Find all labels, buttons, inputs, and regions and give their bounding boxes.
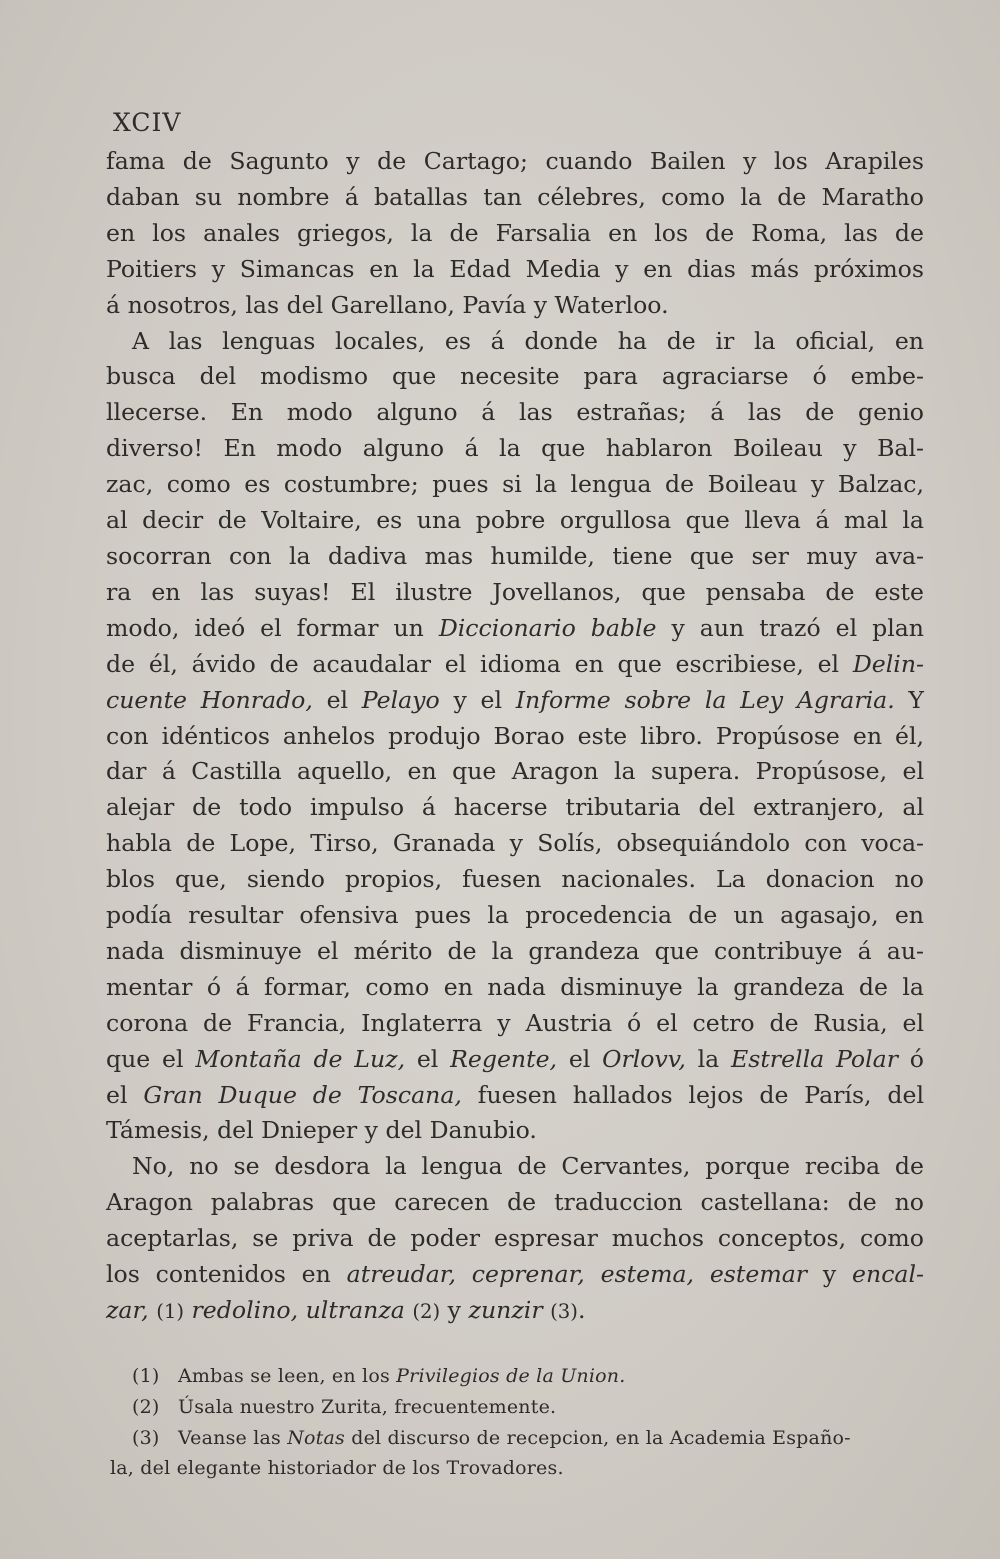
text-line: No, no se desdora la lengua de Cervantes, porque reciba de xyxy=(132,1152,924,1181)
text-line: nada disminuye el mérito de la grandeza que contribuye á au- xyxy=(106,936,924,965)
footnote xyxy=(110,1453,928,1484)
footnote xyxy=(110,1392,928,1423)
text-line: dar á Castilla aquello, en que Aragon la supera. Propúsose, el xyxy=(106,757,924,786)
text-line: con idénticos anhelos produjo Borao este libro. Propúsose en él, xyxy=(106,721,924,750)
text-line: modo, ideó el formar un Diccionario bable y aun trazó el plan xyxy=(106,613,924,642)
footnote-number: (2) xyxy=(132,1395,160,1418)
text-line: Támesis, del Dnieper y del Danubio. xyxy=(106,1116,537,1145)
footnote-text: Veanse las Notas del discurso de recepcion, en la Academia Españo- xyxy=(178,1426,851,1449)
text-line: al decir de Voltaire, es una pobre orgullosa que lleva á mal la xyxy=(106,506,924,535)
text-line: A las lenguas locales, es á donde ha de ir la oficial, en xyxy=(132,326,924,355)
footnote xyxy=(110,1423,928,1454)
text-line: daban su nombre á batallas tan célebres, como la de Maratho xyxy=(106,182,924,211)
text-line: los contenidos en atreudar, ceprenar, estema, estemar y encal- xyxy=(106,1260,924,1289)
text-line: socorran con la dadiva mas humilde, tiene que ser muy ava- xyxy=(106,541,924,570)
text-line: fama de Sagunto y de Cartago; cuando Bailen y los Arapiles xyxy=(106,147,924,175)
footnote-number: (1) xyxy=(132,1365,160,1387)
text-line: podía resultar ofensiva pues la procedencia de un agasajo, en xyxy=(106,901,924,930)
text-line: corona de Francia, Inglaterra y Austria ó el cetro de Rusia, el xyxy=(106,1008,924,1037)
text-line: Poitiers y Simancas en la Edad Media y en dias más próximos xyxy=(106,254,924,283)
text-line: en los anales griegos, la de Farsalia en los de Roma, las de xyxy=(106,218,924,247)
text-line: llecerse. En modo alguno á las estrañas; á las de genio xyxy=(106,398,924,427)
footnote xyxy=(110,1361,928,1392)
page-number: XCIV xyxy=(113,108,182,137)
text-line: aceptarlas, se priva de poder espresar muchos conceptos, como xyxy=(106,1224,924,1253)
text-line: á nosotros, las del Garellano, Pavía y Waterloo. xyxy=(106,290,669,319)
text-line: mentar ó á formar, como en nada disminuye la grandeza de la xyxy=(106,972,924,1001)
text-line: cuente Honrado, el Pelayo y el Informe sobre la Ley Agraria. Y xyxy=(106,685,925,714)
footnote-number: (3) xyxy=(132,1426,160,1449)
footnote-text: Ambas se leen, en los Privilegios de la Union. xyxy=(178,1365,626,1387)
footnote-text: Úsala nuestro Zurita, frecuentemente. xyxy=(178,1395,557,1418)
body-text xyxy=(106,144,924,1330)
text-line: de él, ávido de acaudalar el idioma en que escribiese, el Delin- xyxy=(106,649,924,678)
text-line: que el Montaña de Luz, el Regente, el Orlovv, la Estrella Polar ó xyxy=(106,1044,924,1073)
footnote-text: la, del elegante historiador de los Trovadores. xyxy=(110,1457,564,1480)
text-line: diverso! En modo alguno á la que hablaron Boileau y Bal- xyxy=(106,434,924,463)
text-line: busca del modismo que necesite para agraciarse ó embe- xyxy=(106,362,924,391)
text-line: el Gran Duque de Toscana, fuesen hallados lejos de París, del xyxy=(106,1080,924,1109)
text-line: blos que, siendo propios, fuesen nacionales. La donacion no xyxy=(106,865,924,894)
text-line: zac, como es costumbre; pues si la lengua de Boileau y Balzac, xyxy=(106,470,924,499)
text-line: habla de Lope, Tirso, Granada y Solís, obsequiándolo con voca- xyxy=(106,829,924,858)
text-line: alejar de todo impulso á hacerse tributaria del extranjero, al xyxy=(106,793,924,822)
text-line: zar, (1) redolino, ultranza (2) y zunzir (3). xyxy=(106,1296,586,1324)
text-line: ra en las suyas! El ilustre Jovellanos, que pensaba de este xyxy=(106,577,924,606)
text-line: Aragon palabras que carecen de traduccion castellana: de no xyxy=(106,1188,924,1217)
footnotes xyxy=(110,1361,928,1484)
